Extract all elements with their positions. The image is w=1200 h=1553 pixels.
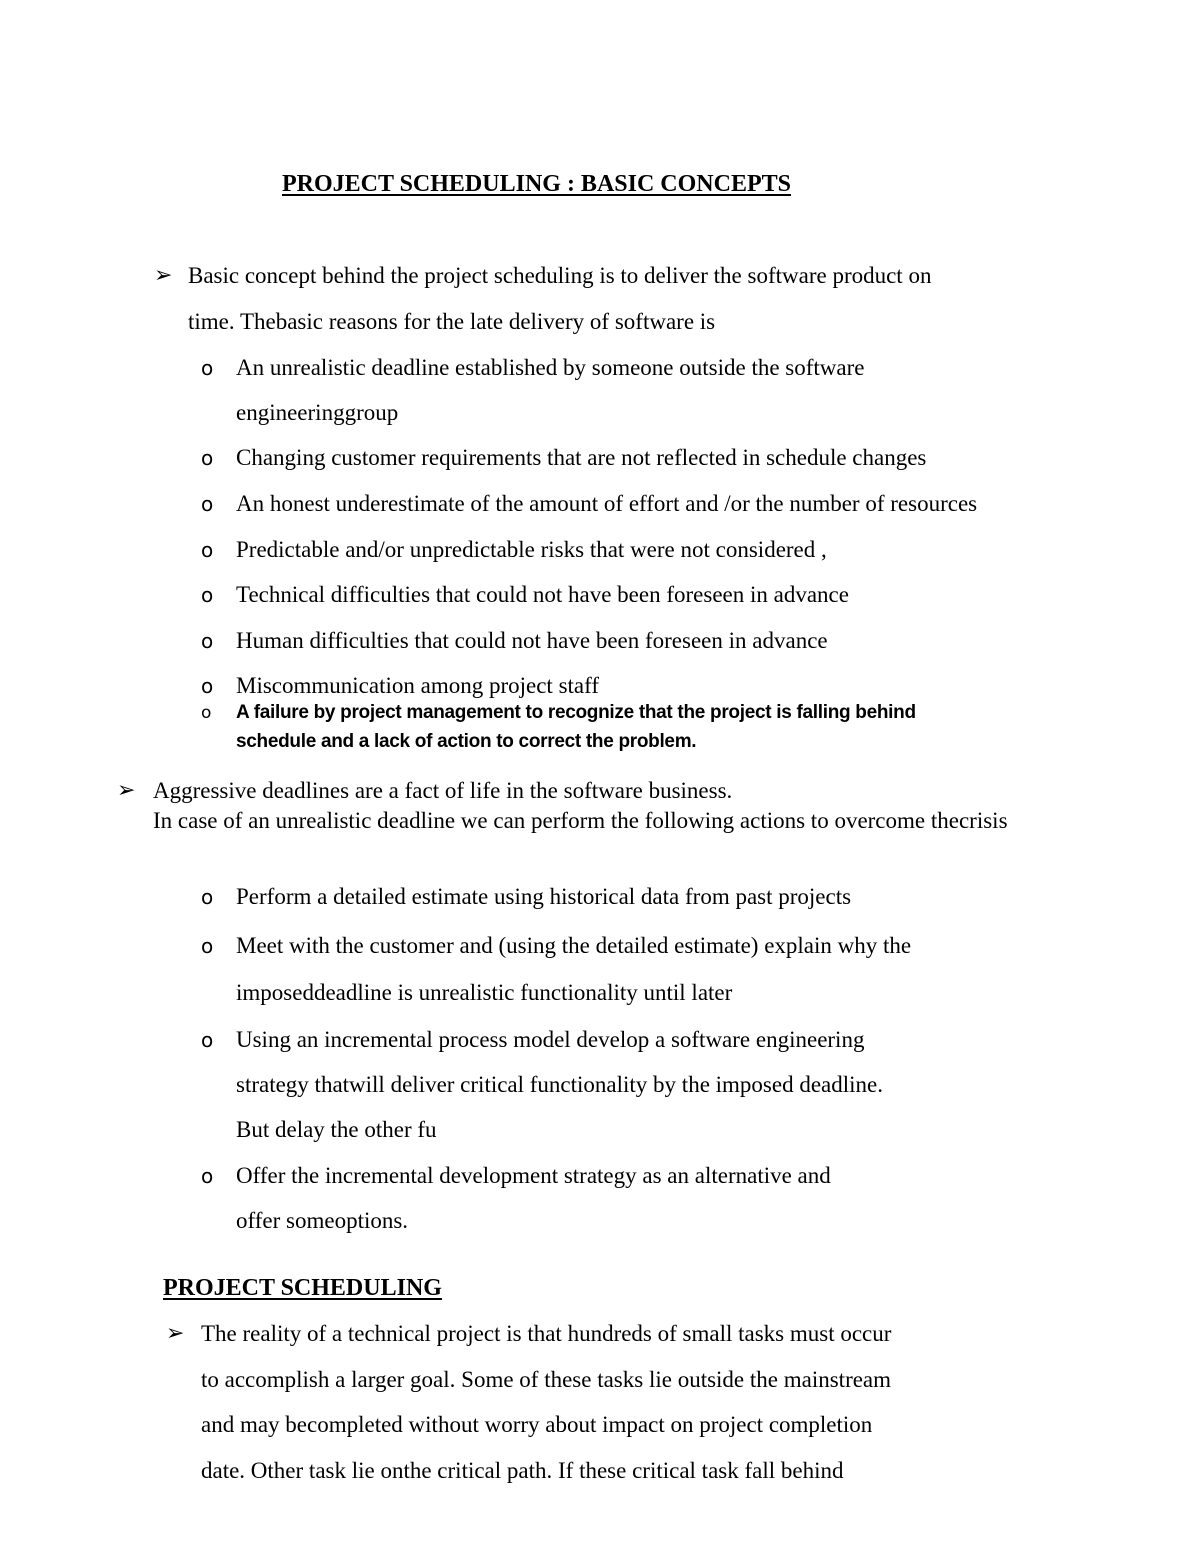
reason-8-line-2: schedule and a lack of action to correct the problem. [236, 731, 697, 752]
action-1: Perform a detailed estimate using historical data from past projects [236, 884, 852, 909]
action-3-line-1: Using an incremental process model develop a software engineering [236, 1027, 865, 1052]
section2-line-2: to accomplish a larger goal. Some of these tasks lie outside the mainstream [201, 1367, 892, 1392]
section2-line-3: and may becompleted without worry about impact on project completion [201, 1412, 873, 1437]
reason-1-line-1: An unrealistic deadline established by someone outside the software [236, 355, 865, 380]
action-4-line-2: offer someoptions. [236, 1208, 409, 1233]
reason-8-line-1: A failure by project management to recognize that the project is falling behind [236, 702, 916, 723]
arrow-bullet-icon: ➢ [117, 778, 136, 803]
reason-2: Changing customer requirements that are not reflected in schedule changes [236, 445, 927, 470]
section2-line-4: date. Other task lie onthe critical path. If these critical task fall behind [201, 1458, 844, 1483]
circle-bullet-icon: o [201, 538, 214, 562]
circle-bullet-icon: o [201, 1028, 214, 1052]
action-4-line-1: Offer the incremental development strategy as an alternative and [236, 1163, 831, 1188]
circle-bullet-icon: o [201, 703, 212, 723]
reason-6: Human difficulties that could not have been foreseen in advance [236, 628, 828, 653]
arrow-bullet-icon: ➢ [154, 263, 173, 288]
action-3-line-3: But delay the other fu [236, 1117, 437, 1142]
circle-bullet-icon: o [201, 629, 214, 653]
circle-bullet-icon: o [201, 583, 214, 607]
arrow-bullet-icon: ➢ [166, 1321, 185, 1346]
reason-5: Technical difficulties that could not have been foreseen in advance [236, 582, 849, 607]
section2-line-1: The reality of a technical project is that hundreds of small tasks must occur [201, 1321, 892, 1346]
circle-bullet-icon: o [201, 1164, 214, 1188]
section-heading: PROJECT SCHEDULING [163, 1275, 442, 1301]
action-3-line-2: strategy thatwill deliver critical functionality by the imposed deadline. [236, 1072, 883, 1097]
page-title: PROJECT SCHEDULING : BASIC CONCEPTS [282, 171, 791, 197]
reason-3: An honest underestimate of the amount of effort and /or the number of resources [236, 491, 978, 516]
reason-1-line-2: engineeringgroup [236, 400, 399, 425]
circle-bullet-icon: o [201, 885, 214, 909]
action-2-line-1: Meet with the customer and (using the detailed estimate) explain why the [236, 933, 912, 958]
circle-bullet-icon: o [201, 356, 214, 380]
circle-bullet-icon: o [201, 674, 214, 698]
reason-7: Miscommunication among project staff [236, 673, 600, 698]
circle-bullet-icon: o [201, 446, 214, 470]
intro-line-2: time. Thebasic reasons for the late delivery of software is [188, 309, 716, 334]
circle-bullet-icon: o [201, 492, 214, 516]
intro-line-1: Basic concept behind the project scheduling is to deliver the software product on [188, 263, 932, 288]
reason-4: Predictable and/or unpredictable risks that were not considered , [236, 537, 827, 562]
circle-bullet-icon: o [201, 934, 214, 958]
action-2-line-2: imposeddeadline is unrealistic functionality until later [236, 980, 733, 1005]
aggressive-line-2: In case of an unrealistic deadline we can perform the following actions to overcome thecrisis [153, 808, 1008, 833]
aggressive-line-1: Aggressive deadlines are a fact of life in the software business. [153, 778, 733, 803]
